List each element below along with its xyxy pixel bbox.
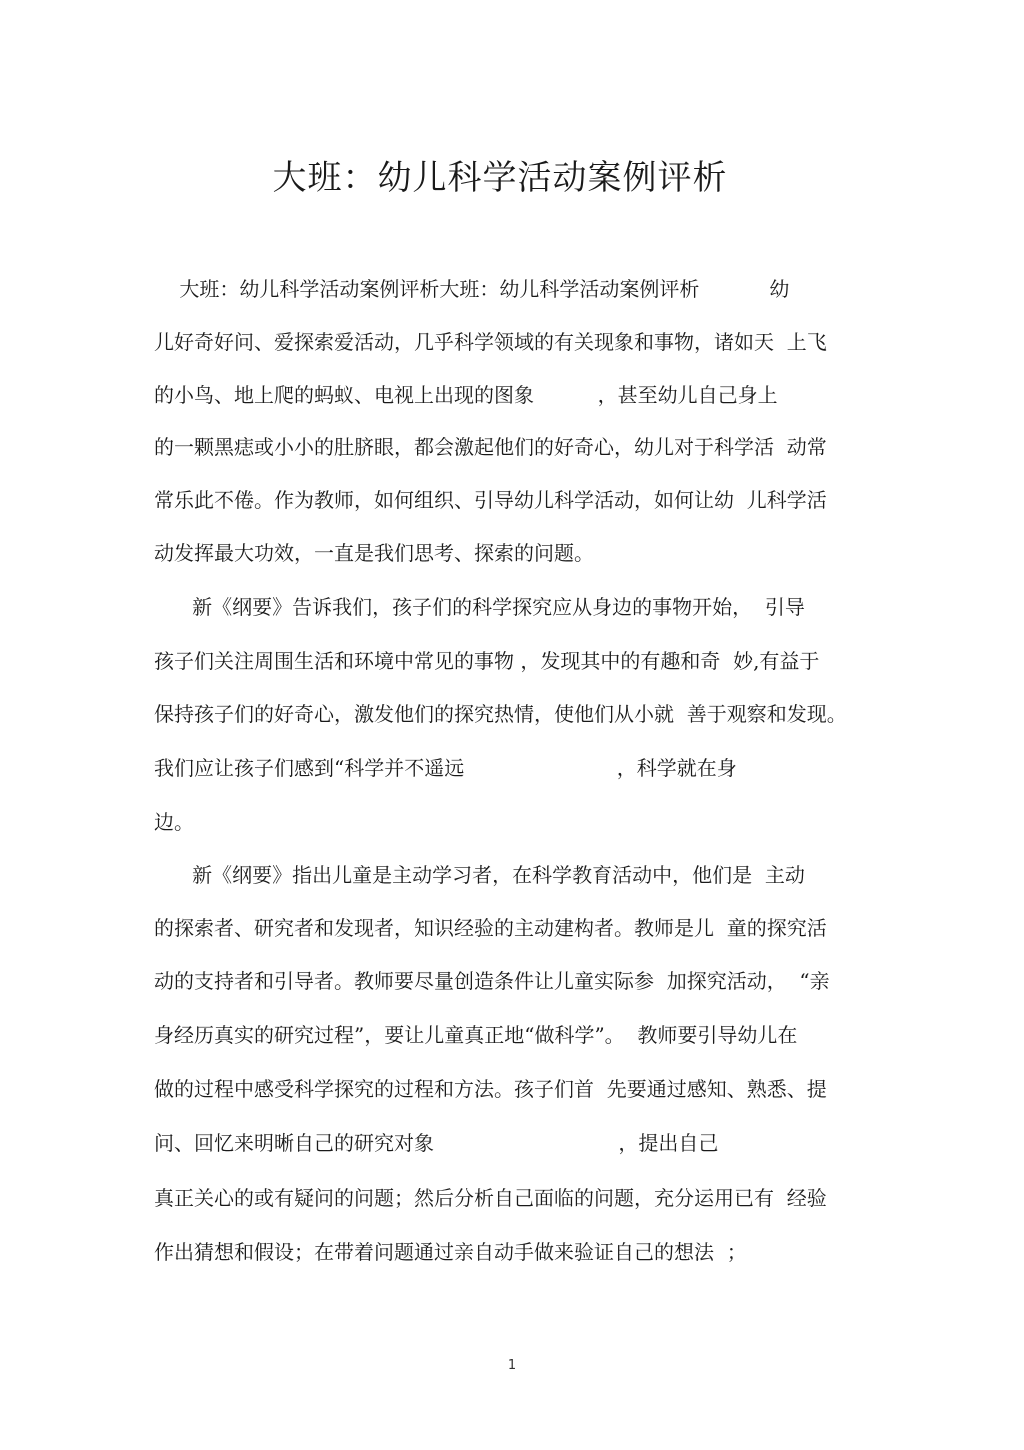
paragraph-line: 的探索者、研究者和发现者，知识经验的主动建构者。教师是儿 童的探究活 <box>154 916 827 940</box>
paragraph-line: 边。 <box>154 810 194 834</box>
paragraph-line: 做的过程中感受科学探究的过程和方法。孩子们首 先要通过感知、熟悉、提 <box>154 1077 827 1101</box>
document-title: 大班：幼儿科学活动案例评析 <box>272 158 728 198</box>
paragraph-line: 问、回忆来明晰自己的研究对象 ，提出自己 <box>154 1131 719 1155</box>
paragraph-line: 新《纲要》告诉我们，孩子们的科学探究应从身边的事物开始， 引导 <box>154 595 805 619</box>
paragraph-line: 我们应让孩子们感到“科学并不遥远 ，科学就在身 <box>154 756 737 780</box>
paragraph-line: 的一颗黑痣或小小的肚脐眼，都会激起他们的好奇心，幼儿对于科学活 动常 <box>154 435 827 459</box>
paragraph-line: 常乐此不倦。作为教师，如何组织、引导幼儿科学活动，如何让幼 儿科学活 <box>154 488 827 512</box>
paragraph-line: 孩子们关注周围生活和环境中常见的事物 ，发现其中的有趣和奇 妙,有益于 <box>154 649 820 673</box>
paragraph-line: 真正关心的或有疑问的问题；然后分析自己面临的问题，充分运用已有 经验 <box>154 1186 827 1210</box>
paragraph-line: 身经历真实的研究过程”，要让儿童真正地“做科学”。 教师要引导幼儿在 <box>154 1023 798 1047</box>
paragraph-line: 大班：幼儿科学活动案例评析大班：幼儿科学活动案例评析 幼 <box>154 277 790 301</box>
paragraph-line: 作出猜想和假设；在带着问题通过亲自动手做来验证自己的想法 ； <box>154 1240 747 1264</box>
page-number: 1 <box>507 1358 517 1373</box>
paragraph-line: 动发挥最大功效，一直是我们思考、探索的问题。 <box>154 541 594 565</box>
paragraph-line: 动的支持者和引导者。教师要尽量创造条件让儿童实际参 加探究活动， “亲 <box>154 969 830 993</box>
paragraph-line: 保持孩子们的好奇心，激发他们的探究热情，使他们从小就 善于观察和发现。 <box>154 702 847 726</box>
paragraph-line: 的小鸟、地上爬的蚂蚁、电视上出现的图象 ，甚至幼儿自己身上 <box>154 383 778 407</box>
paragraph-line: 新《纲要》指出儿童是主动学习者，在科学教育活动中，他们是 主动 <box>154 863 805 887</box>
paragraph-line: 儿好奇好问、爱探索爱活动，几乎科学领域的有关现象和事物，诸如天 上飞 <box>154 330 827 354</box>
